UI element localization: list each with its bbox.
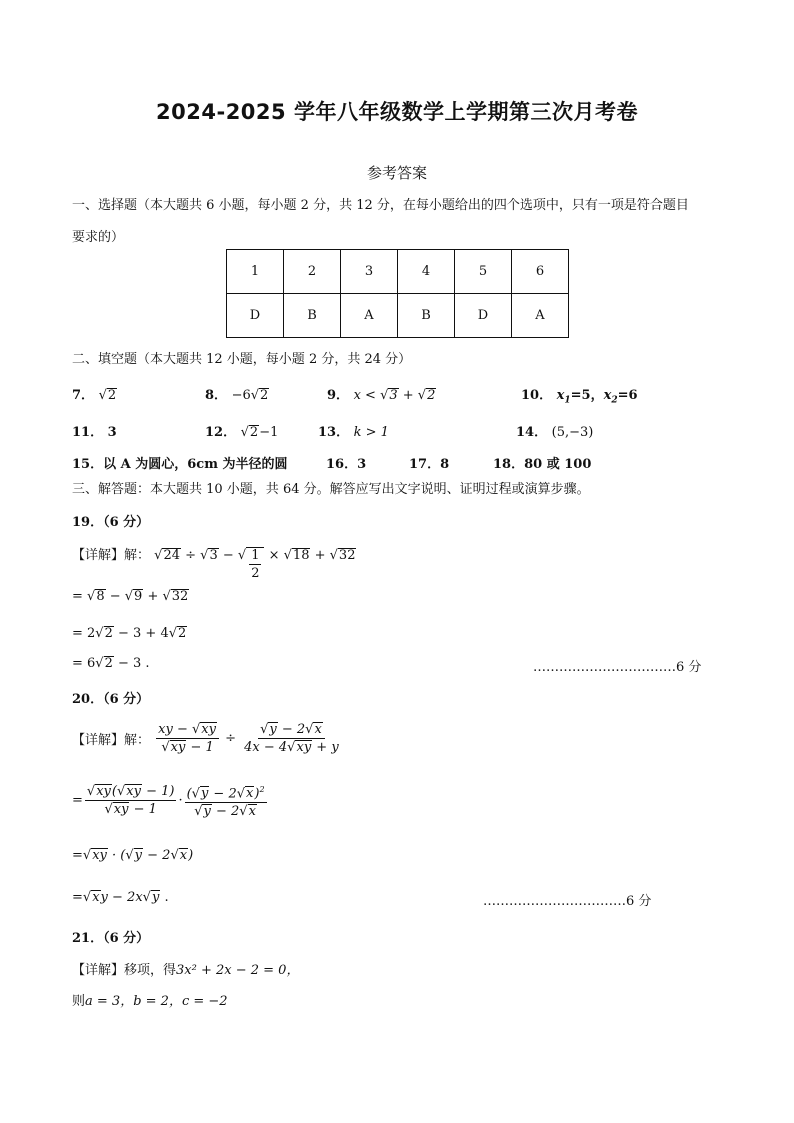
q14-label: 14． — [516, 425, 548, 440]
q14-value: (5,−3) — [551, 425, 594, 440]
q19-detail: 【详解】解： — [72, 548, 151, 563]
q11-value: 3 — [107, 425, 117, 440]
choice-answer-table — [226, 249, 569, 338]
table-cell: A — [512, 294, 569, 338]
answer-9: 9． x < √3 + √2 — [327, 388, 436, 403]
section3-heading: 三、解答题：本大题共 10 小题，共 64 分。解答应写出文字说明、证明过程或演算步骤。 — [72, 482, 590, 497]
answer-14 — [516, 421, 593, 440]
q19-score: ……………………………6 分 — [533, 660, 702, 675]
q19-label: 19．（6 分） — [72, 515, 150, 530]
q20-step-1: = $\frac{√xy(√xy - 1)}{√xy - 1}$ · $\frac{(√y - 2√x)^2}{√y - 2√x}$ — [72, 782, 269, 819]
page-title: 2024-2025 学年八年级数学上学期第三次月考卷 — [156, 100, 638, 124]
table-cell: 4 — [398, 250, 455, 294]
answer-7: 7． √2 — [72, 388, 117, 403]
q20-score: ……………………………6 分 — [483, 894, 652, 909]
table-cell: A — [341, 294, 398, 338]
table-row-answers — [227, 294, 569, 338]
table-cell: D — [455, 294, 512, 338]
q21-detail: 【详解】移项，得 — [72, 963, 177, 978]
answer-key-subtitle: 参考答案 — [366, 164, 427, 182]
q20-step-0: 【详解】解： $\frac{xy - √xy}{√xy - 1}$ ÷ $\frac{√y - 2√x}{4x - 4√xy + y}$ — [72, 722, 339, 755]
answer-13 — [318, 421, 389, 440]
table-cell: B — [284, 294, 341, 338]
answer-17: 17．8 — [409, 457, 450, 472]
answer-8: 8． −6√2 — [205, 388, 269, 403]
q19-step-3: = 6√2 − 3 . — [72, 656, 150, 671]
answer-16: 16．3 — [326, 457, 367, 472]
section2-heading: 二、填空题（本大题共 12 小题，每小题 2 分，共 24 分） — [72, 352, 412, 367]
answer-12: 12． √2−1 — [205, 425, 279, 440]
q10-text2: =6 — [617, 388, 638, 403]
table-cell: 3 — [341, 250, 398, 294]
q21-label: 21．（6 分） — [72, 931, 150, 946]
q7-label: 7． — [72, 388, 95, 403]
section1-heading-line1: 一、选择题（本大题共 6 小题，每小题 2 分，共 12 分，在每小题给出的四个选项中，只有一项是符合题目 — [72, 198, 689, 213]
q12-label: 12． — [205, 425, 237, 440]
q8-label: 8． — [205, 388, 228, 403]
q20-step-3: =√xy − 2x√y . — [72, 890, 169, 905]
q13-label: 13． — [318, 425, 350, 440]
table-row-numbers — [227, 250, 569, 294]
q12-post: −1 — [259, 425, 279, 440]
q8-pre: −6 — [231, 388, 251, 403]
q20-label: 20．（6 分） — [72, 692, 150, 707]
table-cell: 2 — [284, 250, 341, 294]
table-cell: D — [227, 294, 284, 338]
table-cell: 1 — [227, 250, 284, 294]
q19-step-0: 【详解】解： √24 ÷ √3 − √ $\frac{1}{2}$ × √18 + √32 — [72, 548, 356, 581]
answer-18: 18．80 或 100 — [493, 457, 592, 472]
q21-step-1 — [72, 990, 228, 1009]
q21-coefficients: a = 3，b = 2，c = −2 — [85, 994, 228, 1009]
q13-value: k > 1 — [353, 425, 389, 440]
q10-label: 10． — [521, 388, 553, 403]
q20-step-2: =√xy · (√y − 2√x) — [72, 848, 194, 863]
q11-label: 11． — [72, 425, 104, 440]
table-cell: 6 — [512, 250, 569, 294]
q20-detail: 【详解】解： — [72, 733, 151, 748]
answer-15: 15．以 A 为圆心，6cm 为半径的圆 — [72, 457, 288, 472]
q9-label: 9． — [327, 388, 350, 403]
table-cell: 5 — [455, 250, 512, 294]
q21-equation: 3x² + 2x − 2 = 0， — [176, 963, 300, 978]
q10-text: =5， — [570, 388, 604, 403]
answer-10: 10． $x_1=5$，$x_2=6$ — [521, 388, 638, 406]
q19-step-2: = 2√2 − 3 + 4√2 — [72, 626, 187, 641]
q19-step-1: = √8 − √9 + √32 — [72, 589, 189, 604]
table-cell: B — [398, 294, 455, 338]
section1-heading-line2: 要求的） — [72, 230, 125, 245]
q21-step-0 — [72, 959, 299, 978]
answer-11 — [72, 421, 117, 440]
q21-then: 则 — [72, 994, 86, 1009]
